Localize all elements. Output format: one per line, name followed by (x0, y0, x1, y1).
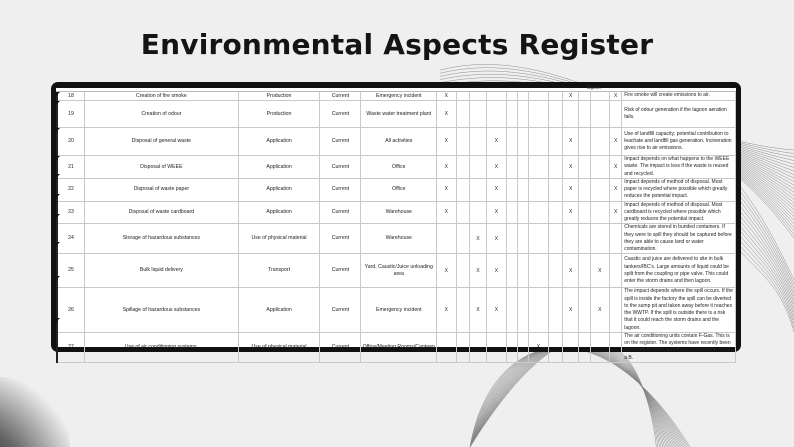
impact-mark-cell[interactable]: X (609, 178, 621, 201)
impact-mark-cell[interactable] (562, 332, 578, 362)
impact-mark-cell[interactable] (456, 201, 469, 224)
wave-line (735, 180, 794, 280)
wave-line (735, 230, 794, 320)
impact-mark-cell[interactable]: X (609, 201, 621, 224)
impact-mark-cell[interactable]: X (437, 201, 456, 224)
wave-line (735, 215, 794, 308)
location-cell[interactable]: Office/Meeting Rooms/Canteen (361, 332, 437, 362)
impact-mark-cell[interactable] (548, 288, 562, 333)
impact-mark-cell[interactable]: X (562, 254, 578, 288)
impact-mark-cell[interactable]: X (469, 254, 486, 288)
impact-mark-cell[interactable] (548, 101, 562, 128)
impact-mark-cell[interactable] (529, 156, 548, 179)
impact-mark-cell[interactable] (579, 178, 590, 201)
impact-mark-cell[interactable] (529, 92, 548, 101)
aspects-table (56, 91, 736, 363)
table-row[interactable] (57, 288, 736, 333)
impact-mark-cell[interactable] (456, 178, 469, 201)
impact-mark-cell[interactable]: X (487, 224, 506, 254)
activity-cell[interactable]: Use of physical material (238, 332, 320, 362)
impact-mark-cell[interactable]: X (609, 156, 621, 179)
impact-mark-cell[interactable] (437, 332, 456, 362)
row-number-cell[interactable]: 21 (57, 156, 85, 179)
impact-mark-cell[interactable] (548, 332, 562, 362)
impact-mark-cell[interactable] (548, 156, 562, 179)
status-cell[interactable]: Current (320, 156, 361, 179)
activity-cell[interactable]: Application (238, 288, 320, 333)
impact-mark-cell[interactable]: X (609, 92, 621, 101)
table-row[interactable] (57, 101, 736, 128)
impact-mark-cell[interactable]: X (469, 288, 486, 333)
impact-mark-cell[interactable] (590, 156, 609, 179)
status-cell[interactable]: Current (320, 288, 361, 333)
description-cell[interactable]: The air conditioning units contain F-Gas. This is on the register. The systems have recently been assessed for their performance and came out at a B. (622, 332, 736, 362)
impact-mark-cell[interactable] (548, 254, 562, 288)
impact-mark-cell[interactable] (579, 201, 590, 224)
impact-mark-cell[interactable] (609, 224, 621, 254)
description-cell[interactable]: Chemicals are stored in bunded containers. If they were to spill they should be captured before they are able to cause land or water contamination. (622, 224, 736, 254)
aspect-cell[interactable]: Bulk liquid delivery (85, 254, 239, 288)
impact-mark-cell[interactable] (579, 254, 590, 288)
table-row[interactable] (57, 224, 736, 254)
row-indicator-triangle (56, 92, 60, 96)
row-indicator-triangle (56, 128, 60, 132)
impact-mark-cell[interactable]: X (562, 288, 578, 333)
impact-mark-cell[interactable] (506, 288, 517, 333)
impact-mark-cell[interactable] (469, 201, 486, 224)
impact-mark-cell[interactable]: X (469, 224, 486, 254)
row-number-cell[interactable]: 22 (57, 178, 85, 201)
impact-mark-cell[interactable] (506, 92, 517, 101)
impact-mark-cell[interactable]: X (437, 92, 456, 101)
impact-mark-cell[interactable] (456, 288, 469, 333)
row-number-cell[interactable]: 20 (57, 128, 85, 156)
impact-mark-cell[interactable] (506, 332, 517, 362)
impact-mark-cell[interactable] (506, 224, 517, 254)
wave-line (735, 245, 794, 332)
aspect-cell[interactable]: Disposal of waste cardboard (85, 201, 239, 224)
impact-mark-cell[interactable]: X (487, 201, 506, 224)
impact-mark-cell[interactable] (609, 288, 621, 333)
impact-mark-cell[interactable] (456, 332, 469, 362)
impact-mark-cell[interactable] (506, 201, 517, 224)
impact-mark-cell[interactable]: X (487, 128, 506, 156)
row-indicator-triangle (56, 276, 60, 280)
row-number-cell[interactable]: 19 (57, 101, 85, 128)
table-row[interactable] (57, 201, 736, 224)
location-cell[interactable]: All activities (361, 128, 437, 156)
location-cell[interactable]: Waste water treatment plant (361, 101, 437, 128)
status-cell[interactable]: Current (320, 224, 361, 254)
table-row[interactable] (57, 178, 736, 201)
impact-mark-cell[interactable] (548, 178, 562, 201)
wave-line (735, 205, 794, 300)
wave-line (735, 235, 794, 324)
impact-mark-cell[interactable] (487, 332, 506, 362)
impact-mark-cell[interactable] (579, 224, 590, 254)
impact-mark-cell[interactable] (590, 332, 609, 362)
activity-cell[interactable]: Production (238, 101, 320, 128)
table-row[interactable] (57, 332, 736, 362)
activity-cell[interactable]: Application (238, 201, 320, 224)
description-cell[interactable]: Risk of odour generation if the lagoon aeration fails. (622, 101, 736, 128)
impact-mark-cell[interactable] (609, 254, 621, 288)
impact-mark-cell[interactable]: X (562, 156, 578, 179)
impact-mark-cell[interactable] (456, 254, 469, 288)
description-cell[interactable]: The impact depends where the spill occurs. If the spill is inside the factory the spill can be diverted to the sump pit and taken away before it reaches the WWTP. If the spill is outside there is a risk that it could reach the storm drains and the lagoon. (622, 288, 736, 333)
impact-mark-cell[interactable] (609, 332, 621, 362)
impact-mark-cell[interactable] (517, 128, 528, 156)
wave-line (735, 220, 794, 312)
description-cell[interactable]: Impact depends on what happens to the WEEE waste. The impact is less if the waste is reused and recycled. (622, 156, 736, 179)
impact-mark-cell[interactable] (506, 156, 517, 179)
status-cell[interactable]: Current (320, 201, 361, 224)
activity-cell[interactable]: Application (238, 156, 320, 179)
impact-mark-cell[interactable]: X (437, 101, 456, 128)
impact-mark-cell[interactable] (456, 92, 469, 101)
row-number-cell[interactable]: 26 (57, 288, 85, 333)
wave-line (735, 200, 794, 296)
location-cell[interactable]: Yard, Caustic/Juice unloading area (361, 254, 437, 288)
impact-mark-cell[interactable]: X (437, 156, 456, 179)
wave-line (735, 210, 794, 304)
impact-mark-cell[interactable] (469, 128, 486, 156)
impact-mark-cell[interactable]: X (437, 254, 456, 288)
description-cell[interactable]: Use of landfill capacity; potential contribution to leachate and landfill gas generation. Incineration gives rise to air emissions. (622, 128, 736, 156)
aspect-cell[interactable]: Creation of fire smoke (85, 92, 239, 101)
activity-cell[interactable]: Transport (238, 254, 320, 288)
row-indicator-triangle (56, 156, 60, 160)
impact-mark-cell[interactable] (579, 288, 590, 333)
impact-mark-cell[interactable]: X (590, 288, 609, 333)
impact-mark-cell[interactable] (456, 101, 469, 128)
impact-mark-cell[interactable] (506, 128, 517, 156)
top-partial-row (56, 85, 736, 92)
impact-mark-cell[interactable] (590, 201, 609, 224)
aspect-cell[interactable]: Storage of hazardous substances (85, 224, 239, 254)
aspect-cell[interactable]: Spillage of hazardous substances (85, 288, 239, 333)
location-cell[interactable]: Emergency incident (361, 288, 437, 333)
status-cell[interactable]: Current (320, 92, 361, 101)
decorative-gradient-circle (0, 377, 70, 447)
impact-mark-cell[interactable] (548, 224, 562, 254)
impact-mark-cell[interactable] (517, 254, 528, 288)
row-number-cell[interactable]: 18 (57, 92, 85, 101)
description-cell[interactable]: Fire smoke will create emissions to air. (622, 92, 736, 101)
status-cell[interactable]: Current (320, 254, 361, 288)
impact-mark-cell[interactable] (548, 201, 562, 224)
spreadsheet-frame (51, 82, 741, 361)
impact-mark-cell[interactable] (579, 92, 590, 101)
impact-mark-cell[interactable] (590, 178, 609, 201)
status-cell[interactable]: Current (320, 101, 361, 128)
aspect-cell[interactable]: Disposal of WEEE (85, 156, 239, 179)
impact-mark-cell[interactable] (517, 201, 528, 224)
row-indicator-triangle (56, 242, 60, 246)
impact-mark-cell[interactable] (517, 92, 528, 101)
spreadsheet[interactable] (56, 85, 736, 361)
impact-mark-cell[interactable] (456, 128, 469, 156)
activity-cell[interactable]: Use of physical material (238, 224, 320, 254)
impact-mark-cell[interactable] (529, 254, 548, 288)
row-number-cell[interactable]: 27 (57, 332, 85, 362)
impact-mark-cell[interactable]: X (562, 201, 578, 224)
impact-mark-cell[interactable] (529, 288, 548, 333)
row-indicator-triangle (56, 174, 60, 178)
impact-mark-cell[interactable]: X (562, 178, 578, 201)
impact-mark-cell[interactable] (456, 224, 469, 254)
impact-mark-cell[interactable] (517, 156, 528, 179)
impact-mark-cell[interactable] (579, 101, 590, 128)
impact-mark-cell[interactable] (548, 128, 562, 156)
impact-mark-cell[interactable] (562, 101, 578, 128)
impact-mark-cell[interactable] (437, 224, 456, 254)
impact-mark-cell[interactable]: X (529, 332, 548, 362)
wave-line (735, 240, 794, 328)
impact-mark-cell[interactable] (506, 178, 517, 201)
impact-mark-cell[interactable] (506, 101, 517, 128)
impact-mark-cell[interactable] (579, 156, 590, 179)
impact-mark-cell[interactable] (529, 178, 548, 201)
status-cell[interactable]: Current (320, 178, 361, 201)
impact-mark-cell[interactable]: X (609, 128, 621, 156)
impact-mark-cell[interactable] (469, 156, 486, 179)
wave-line (735, 190, 794, 288)
impact-mark-cell[interactable] (517, 178, 528, 201)
impact-mark-cell[interactable] (579, 332, 590, 362)
impact-mark-cell[interactable] (590, 101, 609, 128)
impact-mark-cell[interactable] (517, 332, 528, 362)
impact-mark-cell[interactable]: X (487, 178, 506, 201)
table-row[interactable] (57, 92, 736, 101)
table-row[interactable] (57, 156, 736, 179)
description-cell[interactable]: Impact depends of method of disposal. Most paper is recycled where possible which greatly reduces the potential impact. (622, 178, 736, 201)
impact-mark-cell[interactable] (469, 92, 486, 101)
location-cell[interactable]: Office (361, 156, 437, 179)
impact-mark-cell[interactable] (487, 101, 506, 128)
location-cell[interactable]: Warehouse (361, 224, 437, 254)
impact-mark-cell[interactable] (562, 224, 578, 254)
impact-mark-cell[interactable]: X (437, 128, 456, 156)
impact-mark-cell[interactable]: X (562, 92, 578, 101)
aspect-cell[interactable]: Disposal of waste paper (85, 178, 239, 201)
impact-mark-cell[interactable] (469, 178, 486, 201)
impact-mark-cell[interactable]: X (487, 156, 506, 179)
impact-mark-cell[interactable] (529, 201, 548, 224)
row-number-cell[interactable]: 23 (57, 201, 85, 224)
impact-mark-cell[interactable] (609, 101, 621, 128)
row-number-cell[interactable]: 24 (57, 224, 85, 254)
impact-mark-cell[interactable] (456, 156, 469, 179)
impact-mark-cell[interactable] (487, 92, 506, 101)
impact-mark-cell[interactable]: X (437, 288, 456, 333)
status-cell[interactable]: Current (320, 128, 361, 156)
wave-line (735, 185, 794, 284)
impact-mark-cell[interactable] (517, 224, 528, 254)
page-title: Environmental Aspects Register (140, 28, 654, 61)
location-cell[interactable]: Emergency incident (361, 92, 437, 101)
impact-mark-cell[interactable] (590, 92, 609, 101)
impact-mark-cell[interactable] (579, 128, 590, 156)
row-indicator-triangle (56, 214, 60, 218)
impact-mark-cell[interactable] (529, 101, 548, 128)
impact-mark-cell[interactable]: X (562, 128, 578, 156)
location-cell[interactable]: Warehouse (361, 201, 437, 224)
impact-mark-cell[interactable]: X (487, 254, 506, 288)
aspect-cell[interactable]: Disposal of general waste (85, 128, 239, 156)
impact-mark-cell[interactable]: X (487, 288, 506, 333)
impact-mark-cell[interactable] (517, 288, 528, 333)
status-cell[interactable]: Current (320, 332, 361, 362)
impact-mark-cell[interactable]: X (590, 254, 609, 288)
table-row[interactable] (57, 128, 736, 156)
impact-mark-cell[interactable]: X (437, 178, 456, 201)
description-cell[interactable]: Caustic and juice are delivered to site in bulk tankers/IBC's. Large amounts of liquid could be spilt from the coupling or pipe valve. This could enter the storm drains and then lagoon. (622, 254, 736, 288)
wave-line (735, 225, 794, 316)
impact-mark-cell[interactable] (548, 92, 562, 101)
aspect-cell[interactable]: Use of air conditioning systems. (85, 332, 239, 362)
impact-mark-cell[interactable] (529, 128, 548, 156)
location-cell[interactable]: Office (361, 178, 437, 201)
impact-mark-cell[interactable] (590, 128, 609, 156)
activity-cell[interactable]: Application (238, 128, 320, 156)
row-number-cell[interactable]: 25 (57, 254, 85, 288)
row-indicator-triangle (56, 101, 60, 105)
top-partial-row-text: lagoon. (587, 85, 602, 90)
impact-mark-cell[interactable] (506, 254, 517, 288)
impact-mark-cell[interactable] (469, 101, 486, 128)
activity-cell[interactable]: Application (238, 178, 320, 201)
row-indicator-triangle (56, 318, 60, 322)
wave-line (735, 195, 794, 292)
impact-mark-cell[interactable] (469, 332, 486, 362)
impact-mark-cell[interactable] (529, 224, 548, 254)
row-indicator-triangle (56, 194, 60, 198)
impact-mark-cell[interactable] (590, 224, 609, 254)
activity-cell[interactable]: Production (238, 92, 320, 101)
aspect-cell[interactable]: Creation of odour (85, 101, 239, 128)
description-cell[interactable]: Impact depends of method of disposal. Most cardboard is recycled where possible which greatly reduces the potential impact. (622, 201, 736, 224)
table-row[interactable] (57, 254, 736, 288)
impact-mark-cell[interactable] (517, 101, 528, 128)
